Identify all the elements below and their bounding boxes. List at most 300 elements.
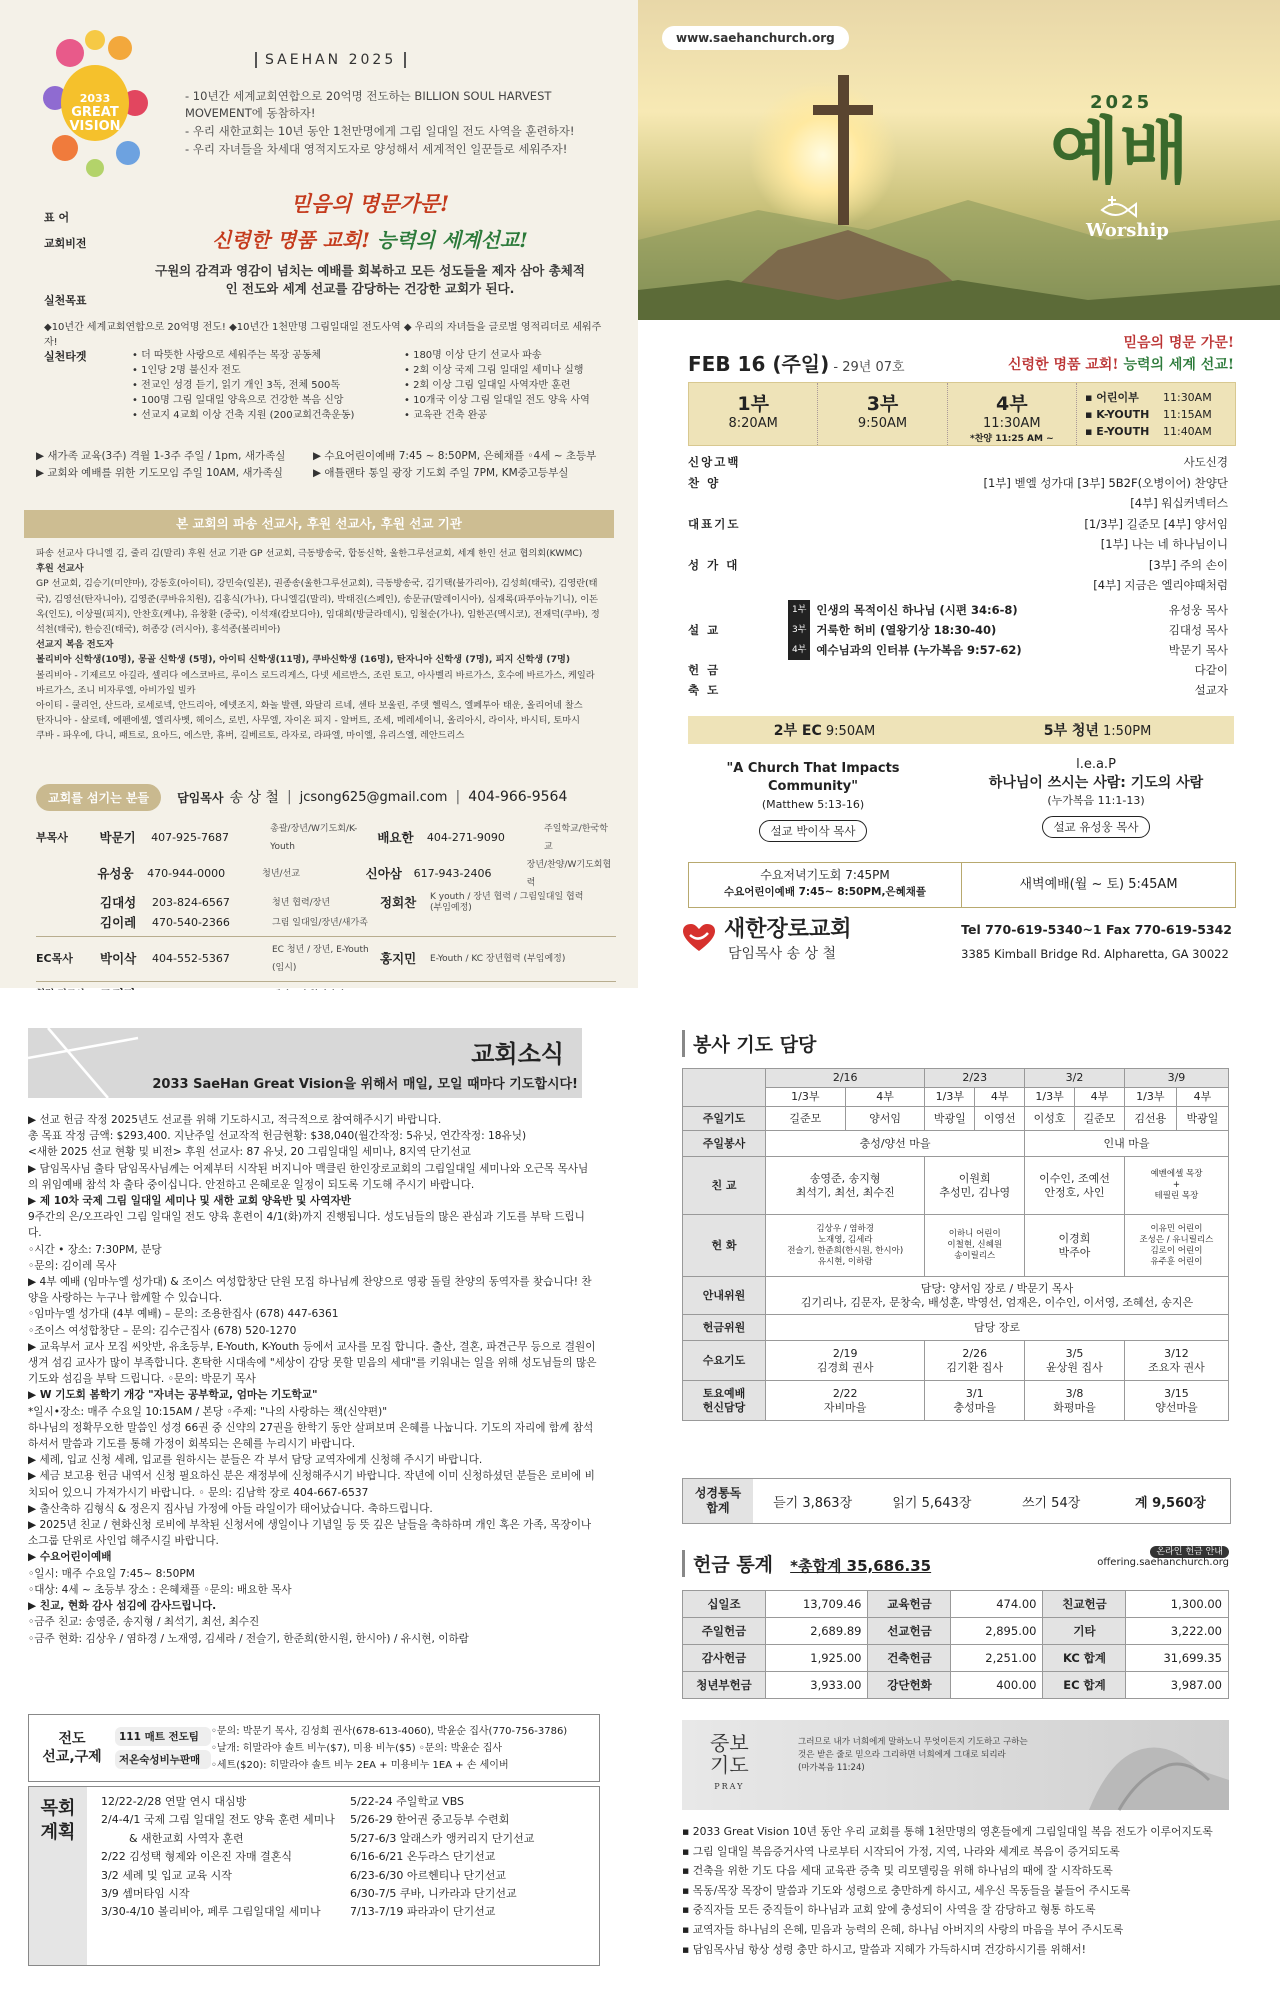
youth-service-label: ▪ 어린이부: [1084, 391, 1139, 404]
duty-cell: 김상우 / 염하경 노재영, 김세라 전슬기, 한준희(한시원, 한시아) 유시현, 이하람: [766, 1215, 925, 1277]
duty-cell: 충성/양선 마을: [766, 1131, 1025, 1157]
sermon-block: [688, 600, 1228, 660]
duty-cell: 2/26 김기환 집사: [925, 1341, 1025, 1381]
youth-sermon-ref: (누가복음 11:1-13): [1047, 794, 1145, 807]
staff-row: [36, 914, 616, 932]
vision-lines: [185, 88, 605, 159]
prayer-item: ▪ 교역자들 하나님의 은혜, 믿음과 능력의 은혜, 하나님 아버지의 사랑의 마음을 부어 주시도록: [682, 1922, 1124, 1936]
prayer-item: ▪ 중직자들 모든 중직들이 하나님과 교회 앞에 충성되이 사역을 잘 감당하고 형통 하도록: [682, 1903, 1096, 1917]
news-item: ◦시간 • 장소: 7:30PM, 분당: [28, 1243, 162, 1256]
plan-item: 2/22 김성택 형제와 이은진 자매 결혼식: [101, 1850, 292, 1864]
vision-panel: [0, 0, 638, 988]
ministry-plan: [28, 1786, 600, 1966]
duty-date: 3/9: [1124, 1069, 1228, 1088]
order-value: [4부] 지금은 엘리야때처럼: [1093, 578, 1228, 592]
reading-listen: 듣기 3,863장: [773, 1495, 853, 1511]
order-row: [688, 493, 1228, 514]
plan-item: 5/26-29 한어권 중고등부 수련회: [350, 1813, 510, 1827]
action-item: • 10개국 이상 그림 일대일 전도 양육 사역: [404, 395, 590, 406]
order-value: 사도신경: [1183, 455, 1228, 469]
duty-title: 봉사 기도 담당: [682, 1030, 816, 1057]
news-subtitle: 2033 SaeHan Great Vision을 위해서 매일, 모일 때마다 기도합시다!: [152, 1077, 578, 1092]
prayer-item: ▪ 2033 Great Vision 10년 동안 우리 교회를 통해 1천만명의 영혼들에게 그림일대일 복음 전도가 이루어지도록: [682, 1825, 1213, 1838]
news-panel: [0, 990, 638, 1991]
order-key: 찬 양: [688, 475, 721, 490]
bulletin-cover: [638, 0, 1280, 988]
sermon-row: [788, 620, 1228, 640]
sermon-row: [788, 640, 1228, 660]
staff-grid: [36, 820, 616, 1004]
news-item: <새한 2025 선교 현황 및 비전> 후원 선교사: 87 유닛, 20 그림일대일 세미나, 8지역 단기선교: [28, 1146, 471, 1159]
order-value: 설교자: [1194, 683, 1228, 697]
duty-cell: 담당: 양서임 장로 / 박문기 목사 김기리나, 김문자, 문창숙, 배성훈, 박영선, 엄재은, 이수인, 이서영, 조혜선, 송지은: [766, 1277, 1229, 1315]
prayer-item: ▪ 목동/목장 목장이 말씀과 기도와 성령으로 충만하게 하시고, 세우신 목동들을 붙들어 주시도록: [682, 1883, 1131, 1897]
mission-para: 파송 선교사 다니엘 김, 줄리 김(말리) 후원 선교 기관 GP 선교회, 극동방송국, 합동신학, 울한그루선교회, 세계 한인 선교 협의회(KWMC): [36, 548, 583, 559]
vision-line: - 10년간 세계교회연합으로 20억명 전도하는 BILLION SOUL HARVEST MOVEMENT에 동참하자!: [185, 89, 552, 120]
duty-sub: 4부: [845, 1088, 925, 1107]
evangelism-line: ◦세트($20): 히말라야 솔트 비누 2EA + 미용비누 1EA + 손 세이버: [211, 1759, 509, 1771]
schedule-item: ▶ 교회와 예배를 위한 기도모임 주일 10AM, 새가족실: [36, 467, 283, 479]
logo-year: 2033: [79, 92, 111, 105]
duty-row: [683, 1215, 1229, 1277]
pastor-label: 담임목사: [177, 790, 224, 805]
duty-cell: 이영선: [975, 1107, 1025, 1131]
action-item: • 180명 이상 단기 선교사 파송: [404, 350, 542, 361]
sermon-service: 3부: [788, 620, 810, 640]
staff-row: [36, 892, 616, 914]
reading-total: 계 9,560장: [1134, 1495, 1206, 1511]
news-item: 총 목표 작정 금액: $293,400. 지난주일 선교작적 헌금현황: $38,040(월간작정: 5유닛, 연간작정: 18유닛): [28, 1130, 527, 1143]
schedule-item: ▶ 수요어린이예배 7:45 ~ 8:50PM, 은혜채플 ◦4세 ~ 초등부: [313, 450, 597, 462]
label-pyo: 표 어: [44, 211, 70, 224]
evangelism-line: ◦문의: 박문기 목사, 김성희 권사(678-613-4060), 박윤순 집사(770-756-3786): [211, 1725, 568, 1737]
duty-cell: 이수인, 조예선 안정호, 사인: [1025, 1157, 1125, 1215]
offering-key: 선교헌금: [868, 1618, 951, 1645]
staff-row: [36, 820, 616, 856]
staff-phone: 203-824-6567: [152, 896, 230, 909]
staff-name: 신아삼: [365, 866, 402, 881]
prayer-item: ▪ 담임목사님 항상 성령 충만 하시고, 말씀과 지혜가 가득하시며 건강하시기를 위해서!: [682, 1942, 1087, 1956]
order-value: 다같이: [1194, 662, 1228, 677]
offering-key: 십일조: [683, 1591, 766, 1618]
youth-label: 5부 청년: [1043, 723, 1099, 739]
prayer-verse-ref: (마가복음 11:24): [798, 1763, 865, 1773]
sermon-preacher: 김대성 목사: [1168, 622, 1228, 637]
motto-line2b: 능력의 세계 선교!: [1123, 357, 1234, 373]
news-item: 9주간의 은/오프라인 그림 일대일 전도 양육 훈련이 4/1(화)까지 진행됩니다. 성도님들의 많은 관심과 기도를 부탁 드립니다.: [28, 1211, 585, 1240]
church-phone: Tel 770-619-5340~1 Fax 770-619-5342: [961, 922, 1232, 937]
online-offering: [1097, 1544, 1229, 1568]
motto-line2a: 신령한 명품 교회!: [1008, 357, 1124, 373]
offering-row: [683, 1618, 1229, 1645]
schedule-item: ▶ 새가족 교육(3주) 격월 1-3주 주일 / 1pm, 새가족실: [36, 450, 286, 462]
news-item: ▶ 세금 보고용 헌금 내역서 신청 필요하신 분은 재정부에 신청해주시기 바랍니다. 작년에 이미 신청하셨던 분들은 로비에 비치되어 있으니 가져가시기 바랍니다. ◦ 문의: 김남학 장로 404-667-6537: [28, 1470, 595, 1499]
plan-item: 3/2 세례 및 입교 교육 시작: [101, 1868, 232, 1882]
sermon-service: 1부: [788, 600, 810, 620]
service-note: *찬양 11:25 AM ~: [970, 434, 1054, 444]
prayer-item: ▪ 그림 일대일 복음증거사역 나로부터 시작되어 가정, 지역, 나라와 세계로 복음이 증거되도록: [682, 1844, 1120, 1858]
ec-sermon-ref: (Matthew 5:13-16): [761, 798, 865, 811]
duty-sub: 4부: [1176, 1088, 1228, 1107]
evangelism-tag: 111 매트 전도팀: [115, 1727, 211, 1746]
left-labels: [44, 205, 87, 257]
duty-cell: 3/12 조요자 권사: [1124, 1341, 1228, 1381]
evangelism-label: 전도 선교,구제: [42, 1731, 102, 1765]
duty-cell: 이하니 어린이 이철현, 신혜원 송이릴리스: [925, 1215, 1025, 1277]
duty-row: [683, 1341, 1229, 1381]
cross-icon: [808, 75, 878, 225]
offering-key: 강단헌화: [868, 1672, 951, 1699]
offering-value: 3,987.00: [1126, 1672, 1229, 1699]
evangelism-text: [211, 1723, 599, 1774]
youth-service: [1085, 423, 1235, 440]
duty-cell: 이유민 어린이 조성은 / 유니릴리스 김로이 어린이 유주훈 어린이: [1124, 1215, 1228, 1277]
duty-row-label: 안내위원: [683, 1277, 766, 1315]
label-church-vision: 교회비전: [44, 237, 87, 250]
youth-sermon-title: 하나님이 쓰시는 사람: 기도의 사람: [988, 775, 1204, 791]
duty-cell: 2/19 김경희 권사: [766, 1341, 925, 1381]
news-item: ▶ 2025년 친교 / 현화신청 로비에 부착된 신청서에 생일이나 기념일 등 뜻 깊은 날들을 축하하며 개인 혹은 가족, 목장이나 소그룹 단위로 사인업 해주시길 바랍니다.: [28, 1519, 592, 1548]
sermon-service: 4부: [788, 640, 810, 660]
prayer-item: ▪ 건축을 위한 기도 다음 세대 교육관 증축 및 리모델링을 위해 하나님의 때에 잘 시작하도록: [682, 1864, 1113, 1878]
duty-cell: 담당 장로: [766, 1315, 1229, 1341]
offering-value: 2,251.00: [951, 1645, 1043, 1672]
duty-date: 3/2: [1025, 1069, 1125, 1088]
news-item: 하나님의 정확무오한 말씀인 성경 66권 중 신약의 27권을 한학기 동안 살펴보며 은혜를 나눕니다. 기도의 자리에 함께 참석하셔서 말씀과 기도를 통해 가정이 회복되는 은혜를 누리시기 바랍니다.: [28, 1421, 594, 1451]
offering-key: EC 합계: [1043, 1672, 1126, 1699]
cover-title: 예배: [1050, 108, 1190, 193]
offering-table: [682, 1590, 1229, 1699]
order-key: 축 도: [688, 683, 721, 697]
staff-role-note: (부임예정): [430, 903, 472, 913]
plan-columns: [87, 1787, 599, 1965]
mission-para: GP 선교회, 김승기(미얀마), 강동호(아이티), 강민숙(일본), 권종송(울한그루선교회), 극동방송국, 김기택(불가리아), 김성희(태국), 김영란(태국), 김영선(탄자니아), 김영준(쿠바유치원), 김홍식(가나), 다니엘김(말리), 박태진(스페인), 송문규(말레이시아), 심재록(파푸아뉴기니), 이돈옥(인도), 이상필(피지), 안찬호(케냐), 유창환 (중국), 이석재(캄보디아), 임대희(방글라데시), 임철순(가나), 임한곤(멕시코), 전재덕(쿠바), 정석천(태국), 한승진(태국), 허종강 (러시아), 홍석종(볼리비아): [36, 578, 600, 636]
staff-name: 배요한: [377, 830, 414, 845]
wednesday-services: [689, 863, 962, 907]
action-item: • 전교인 성경 듣기, 읽기 개인 3독, 전체 500독: [132, 380, 341, 391]
news-item: ◦조이스 여성합창단 – 문의: 김수근집사 (678) 520-1270: [28, 1324, 297, 1337]
offering-value: 1,925.00: [766, 1645, 868, 1672]
cover-worship: Worship: [1086, 220, 1169, 241]
order-row: [688, 660, 1228, 681]
sermon-preacher: 박문기 목사: [1168, 642, 1228, 657]
staff-role: 장년/찬양/W기도회협력: [526, 860, 612, 888]
staff-name: 김이레: [100, 915, 137, 930]
sermon-title: 예수님과의 인터뷰 (누가복음 9:57-62): [816, 642, 1022, 657]
youth-service: [1085, 406, 1235, 423]
plan-item: 6/30-7/5 쿠바, 니카라과 단기선교: [350, 1887, 517, 1901]
duty-row: [683, 1277, 1229, 1315]
youth-sermon: [956, 756, 1236, 838]
sermon-title: 인생의 목적이신 하나님 (시편 34:6-8): [816, 602, 1018, 617]
duty-row-label: 수요기도: [683, 1341, 766, 1381]
duty-cell: 박광일: [925, 1107, 975, 1131]
logo-great: GREAT: [71, 105, 119, 120]
service-label: 1부: [737, 393, 769, 415]
action-item: • 100명 그림 일대일 양육으로 건강한 복음 신앙: [132, 395, 344, 406]
news-item: ◦일시: 매주 수요일 7:45~ 8:50PM: [28, 1567, 195, 1580]
date-main: FEB 16 (주일): [688, 352, 830, 376]
order-key: 성 가 대: [688, 557, 740, 572]
duty-cell: 송영준, 송지형 최석기, 최선, 최수진: [766, 1157, 925, 1215]
ec-service: [688, 720, 961, 740]
duty-row-label: 주일봉사: [683, 1131, 766, 1157]
church-brand: [682, 912, 852, 963]
offering-title: 헌금 통계: [682, 1550, 773, 1577]
duty-cell: 박광일: [1176, 1107, 1228, 1131]
news-body: [28, 1112, 598, 1647]
staff-name: 홍지민: [380, 951, 417, 966]
duty-cell: 3/15 양선마을: [1124, 1381, 1228, 1421]
staff-phone: 470-540-2366: [152, 916, 230, 929]
duty-table: [682, 1068, 1229, 1421]
duty-cell: 길준모: [766, 1107, 846, 1131]
sermon-row: [788, 600, 1228, 620]
plan-item: 3/30-4/10 볼리비아, 페루 그림일대일 세미나: [101, 1905, 321, 1919]
mission-para: 볼리비아 신학생(10명), 몽골 신학생 (5명), 아이티 신학생(11명), 쿠바신학생 (16명), 탄자니아 신학생 (7명), 피지 신학생 (7명): [36, 654, 571, 666]
staff-row-ec: [36, 941, 616, 977]
staff-phone: 407-925-7687: [151, 831, 230, 844]
duty-cell: 이경희 박주아: [1025, 1215, 1125, 1277]
ec-sermon: [688, 760, 938, 842]
staff-role: E-Youth / KC 장년협력 (부임예정): [430, 954, 566, 964]
staff-role: 청년 협력/장년: [272, 898, 331, 908]
cross-lines-icon: [28, 1028, 138, 1098]
offering-row: [683, 1645, 1229, 1672]
news-item: ▶ 교육부서 교사 모집 씨앗반, 유초등부, E-Youth, K-Youth 등에서 교사를 모집 합니다. 출산, 결혼, 파견근무 등으로 결원이 생겨 섬김 교사가 많이 부족합니다. 혼탁한 시대속에 "세상이 감당 못할 믿음의 세대"를 키워내는 일을 위해 성도님들의 많은 기도와 섬김을 부탁 드립니다. ◦문의: 박문기 목사: [28, 1340, 597, 1386]
prayer-verse: [798, 1736, 1038, 1775]
cover-year: 2025: [1090, 92, 1153, 113]
youth-preacher-badge: 설교 유성웅 목사: [1042, 816, 1149, 838]
duty-row-label: 토요예배 헌신담당: [683, 1381, 766, 1421]
news-item: *일시•장소: 매주 수요일 10:15AM / 본당 ◦주제: "나의 사랑하는 책(신약편)": [28, 1405, 388, 1418]
offering-total: *총합계 35,686.35: [790, 1557, 932, 1575]
reading-read: 읽기 5,643장: [892, 1495, 972, 1511]
action-col-1: [132, 348, 392, 423]
news-item: ◦금주 현화: 김상우 / 염하경 / 노재영, 김세라 / 전슬기, 한준희(한시원, 한시아) / 유시현, 이하람: [28, 1632, 469, 1645]
offering-value: 474.00: [951, 1591, 1043, 1618]
youth-sermon-series: l.e.a.P: [1076, 757, 1116, 772]
ec-label: 2부 EC: [773, 723, 822, 739]
staff-role: 총괄/장년/W기도회/K-Youth: [270, 824, 358, 852]
vision-description: 구원의 감격과 영감이 넘치는 예배를 회복하고 모든 성도들을 제자 삼아 총체적인 전도와 세계 선교를 감당하는 건강한 교회가 된다.: [155, 263, 585, 296]
duty-cell: 2/22 자비마을: [766, 1381, 925, 1421]
motto-line2b: 능력의 세계선교!: [376, 228, 528, 252]
youth-time: 1:50PM: [1103, 724, 1152, 739]
cover-motto: [1008, 332, 1234, 376]
offering-key: 교육헌금: [868, 1591, 951, 1618]
pastor-email[interactable]: jcsong625@gmail.com: [299, 789, 448, 805]
duty-cell: 인내 마을: [1025, 1131, 1229, 1157]
service-duty-panel: [638, 990, 1280, 1991]
sermon-title: 거룩한 허비 (열왕기상 18:30-40): [816, 622, 997, 637]
plan-item: 3/9 셈머타임 시작: [101, 1887, 190, 1901]
duty-date: 2/23: [925, 1069, 1025, 1088]
order-row: [688, 680, 1228, 701]
service-date: [688, 348, 905, 377]
service-label: 3부: [866, 393, 899, 415]
church-name: 새한장로교회: [724, 917, 852, 942]
church-contact: [961, 918, 1232, 966]
duty-row: [683, 1157, 1229, 1215]
service-time: 8:20AM: [728, 416, 778, 431]
plan-item: & 새한교회 사역자 훈련: [101, 1831, 244, 1845]
ec-youth-bar: [688, 716, 1234, 744]
order-key: 헌 금: [688, 662, 721, 677]
ec-preacher-badge: 설교 박이삭 목사: [759, 820, 866, 842]
staff-phone: 617-943-2406: [413, 867, 492, 880]
offering-value: 2,689.89: [766, 1618, 868, 1645]
plan-col-1: [101, 1793, 350, 1965]
staff-role: K youth / 장년 협력 / 그림일대일 협력: [430, 892, 584, 902]
action-label: 실천타겟: [44, 350, 87, 363]
action-col-2: [404, 348, 614, 423]
vision-line: - 우리 자녀들을 차세대 영적지도자로 양성해서 세계적인 일꾼들로 세워주자!: [185, 142, 568, 156]
service-time: 11:30AM: [983, 416, 1041, 431]
plan-item: 5/22-24 주일학교 VBS: [350, 1795, 465, 1808]
sermon-preacher: 유성웅 목사: [1168, 602, 1228, 617]
duty-cell: 김선용: [1124, 1107, 1176, 1131]
vision-logo-text: [63, 92, 127, 134]
news-item: ▶ 세례, 입교 신청 세례, 입교를 원하시는 분들은 각 부서 담당 교역자에게 신청해 주시기 바랍니다.: [28, 1454, 483, 1467]
prayer-banner: [682, 1720, 1229, 1810]
online-offering-tag: 온라인 헌금 안내: [1150, 1546, 1229, 1558]
offering-key: 건축헌금: [868, 1645, 951, 1672]
church-address: 3385 Kimball Bridge Rd. Alpharetta, GA 30022: [961, 947, 1229, 961]
duty-date: 2/16: [766, 1069, 925, 1088]
action-item: • 1인당 2명 불신자 전도: [132, 365, 241, 376]
cross-fish-icon: [1098, 192, 1138, 222]
action-item: • 교육관 건축 완공: [404, 410, 488, 421]
offering-key: 감사헌금: [683, 1645, 766, 1672]
youth-service-5: [961, 720, 1234, 740]
mission-para: 후원 선교사: [36, 563, 84, 575]
order-row: [688, 452, 1228, 473]
youth-service-time: 11:15AM: [1162, 408, 1212, 421]
order-key: 대표기도: [688, 516, 741, 531]
plan-item: 6/16-6/21 온두라스 단기선교: [350, 1850, 496, 1864]
staff-role-label: EC목사: [36, 952, 73, 965]
news-item: ◦금주 친교: 송영준, 송지형 / 최석기, 최선, 최수진: [28, 1616, 260, 1629]
service-label: 4부: [996, 393, 1028, 415]
duty-sub: 1/3부: [925, 1088, 975, 1107]
duty-row: [683, 1107, 1229, 1131]
order-row: [688, 555, 1228, 576]
plan-label: 목회 계획: [29, 1787, 87, 1965]
staff-role-label: 부목사: [36, 831, 68, 844]
service-4: [948, 383, 1077, 445]
duty-cell: 3/8 화평마을: [1025, 1381, 1125, 1421]
action-item: • 2회 이상 그림 일대일 사역자반 훈련: [404, 380, 571, 391]
staff-name: 유성웅: [97, 866, 134, 881]
motto-block: [170, 188, 570, 253]
prayer-list: [682, 1822, 1242, 1959]
ec-time: 9:50AM: [825, 724, 876, 739]
dawn-service: 새벽예배(월 ~ 토) 5:45AM: [1019, 877, 1178, 892]
church-pastor: 담임목사 송 상 철: [728, 946, 837, 962]
logo-vision: VISION: [69, 119, 121, 134]
news-item: ▶ 담임목사님 출타 담임목사님께는 어제부터 시작된 버지니아 맥클린 한인장로교회의 그림일대일 세미나와 오근목 목사님의 위임예배 참석 차 출타 중이십니다. 안전하고 은혜로운 일정이 되도록 기도해 주시기 바랍니다.: [28, 1162, 589, 1191]
staff-role: 그림 일대일/장년/새가족: [272, 918, 368, 928]
schedule-item: ▶ 애틀랜타 통일 광장 기도회 주일 7PM, KM중고등부실: [313, 467, 569, 479]
news-item: ▶ W 기도회 봄학기 개강 "자녀는 공부학교, 엄마는 기도학교": [28, 1389, 318, 1402]
vision-line: - 우리 새한교회는 10년 동안 1천만명에게 그림 일대일 전도 사역을 훈련하자!: [185, 124, 575, 138]
duty-row: [683, 1131, 1229, 1157]
mission-para: 탄자니아 - 살로테, 에펜에셀, 엘리사벳, 헤이스, 로빈, 사무엘, 자이온 피지 - 알버트, 조세, 메레세이니, 올리아시, 라이사, 바시티, 토마시: [36, 715, 580, 727]
evangelism-tag: 저온숙성비누판매: [115, 1750, 211, 1769]
order-row: [688, 514, 1228, 535]
youth-service: [1085, 389, 1235, 406]
motto-line2a: 신령한 명품 교회!: [212, 228, 377, 252]
pastor-phone: 404-966-9564: [468, 789, 568, 805]
youth-service-time: 11:40AM: [1162, 425, 1212, 438]
order-value: [3부] 주의 손이: [1148, 557, 1228, 572]
prayer-label-top: 중보: [710, 1731, 749, 1755]
staff-role: 주일학교/한국학교: [544, 824, 608, 852]
offering-key: 기타: [1043, 1618, 1126, 1645]
order-row: [688, 575, 1228, 596]
sermon-label: 설 교: [688, 622, 721, 637]
news-item: ▶ 친교, 현화 감사 섬김에 감사드립니다.: [28, 1600, 217, 1613]
order-value: [1부] 나는 네 하나님이니: [1100, 537, 1228, 551]
duty-cell: 길준모: [1074, 1107, 1124, 1131]
staff-phone: 470-944-0000: [147, 867, 226, 880]
action-item: • 더 따뜻한 사랑으로 세워주는 목장 공동체: [132, 350, 322, 361]
hero-image: [638, 0, 1280, 320]
mission-para: 볼리비아 - 기제르모 아길라, 셀리다 에스코바르, 루이스 로드리게스, 다넷 세르반스, 조린 토고, 아사벨리 바르가스, 호수에 바르가스, 케일라 바르가스, 조니 비자루엘, 아비가일 빌카: [36, 669, 595, 696]
offering-key: KC 합계: [1043, 1645, 1126, 1672]
news-item: ◦대상: 4세 ~ 초등부 장소 : 은혜채플 ◦문의: 배요한 목사: [28, 1583, 292, 1596]
offering-key: 주일헌금: [683, 1618, 766, 1645]
online-offering-url[interactable]: offering.saehanchurch.org: [1097, 1557, 1229, 1568]
youth-services: [1077, 383, 1235, 445]
wednesday-prayer: 수요저녁기도회 7:45PM: [760, 868, 890, 882]
staff-phone: 404-271-9090: [426, 831, 505, 844]
offering-value: 13,709.46: [766, 1591, 868, 1618]
staff-name: 김대성: [100, 895, 137, 910]
staff-name: 정회찬: [380, 895, 417, 910]
mission-para: 선교지 복음 전도자: [36, 639, 114, 651]
plan-item: 6/23-6/30 아르헨티나 단기선교: [350, 1868, 506, 1882]
duty-cell: 예벤에셀 목장 + 테필린 목장: [1124, 1157, 1228, 1215]
plan-col-2: [350, 1793, 599, 1965]
order-key: 신앙고백: [688, 455, 741, 469]
prayer-label-en: PRAY: [714, 1782, 745, 1791]
duty-cell: 3/5 윤상원 집사: [1025, 1341, 1125, 1381]
offering-value: 3,222.00: [1126, 1618, 1229, 1645]
staff-phone: 404-552-5367: [152, 952, 230, 965]
news-item: ▶ 출산축하 김형식 & 정은지 집사님 가정에 아들 라일이가 태어났습니다. 축하드립니다.: [28, 1502, 433, 1515]
wednesday-kids: 수요어린이예배 7:45~ 8:50PM,은혜채플: [723, 886, 927, 898]
goal-label: 실천목표: [44, 294, 87, 307]
staff-role: 청년/선교: [262, 869, 300, 879]
action-item: • 2회 이상 국제 그림 일대일 세미나 실행: [404, 365, 584, 376]
church-url[interactable]: www.saehanchurch.org: [662, 26, 849, 50]
staff-row: [36, 856, 616, 892]
service-1: [689, 383, 818, 445]
offering-value: 3,933.00: [766, 1672, 868, 1699]
mission-para: 쿠바 - 파우에, 다니, 패트로, 요아드, 에스만, 휴버, 길베르토, 라자로, 라파엘, 마이엘, 유리스엘, 레안드리스: [36, 730, 465, 742]
staff-header: 교회를 섬기는 분들 담임목사 송 상 철 | jcsong625@gmail.com | 404-966-9564: [36, 782, 606, 812]
reading-label: 성경통독 합계: [683, 1479, 753, 1523]
duty-cell: 이원희 추성민, 김나영: [925, 1157, 1025, 1215]
staff-role-detail: [430, 892, 583, 914]
saehan-2025-tag: SAEHAN 2025: [255, 52, 406, 68]
motto-line2: [170, 224, 570, 253]
goal-line: ◆10년간 세계교회연합으로 20억명 전도! ◆10년간 1천만명 그림일대일 전도사역 ◆ 우리의 자녀들을 글로벌 영적리더로 세워주자!: [44, 322, 602, 348]
mission-header: 본 교회의 파송 선교사, 후원 선교사, 후원 선교 기관: [24, 510, 614, 538]
service-time: 9:50AM: [857, 416, 908, 431]
